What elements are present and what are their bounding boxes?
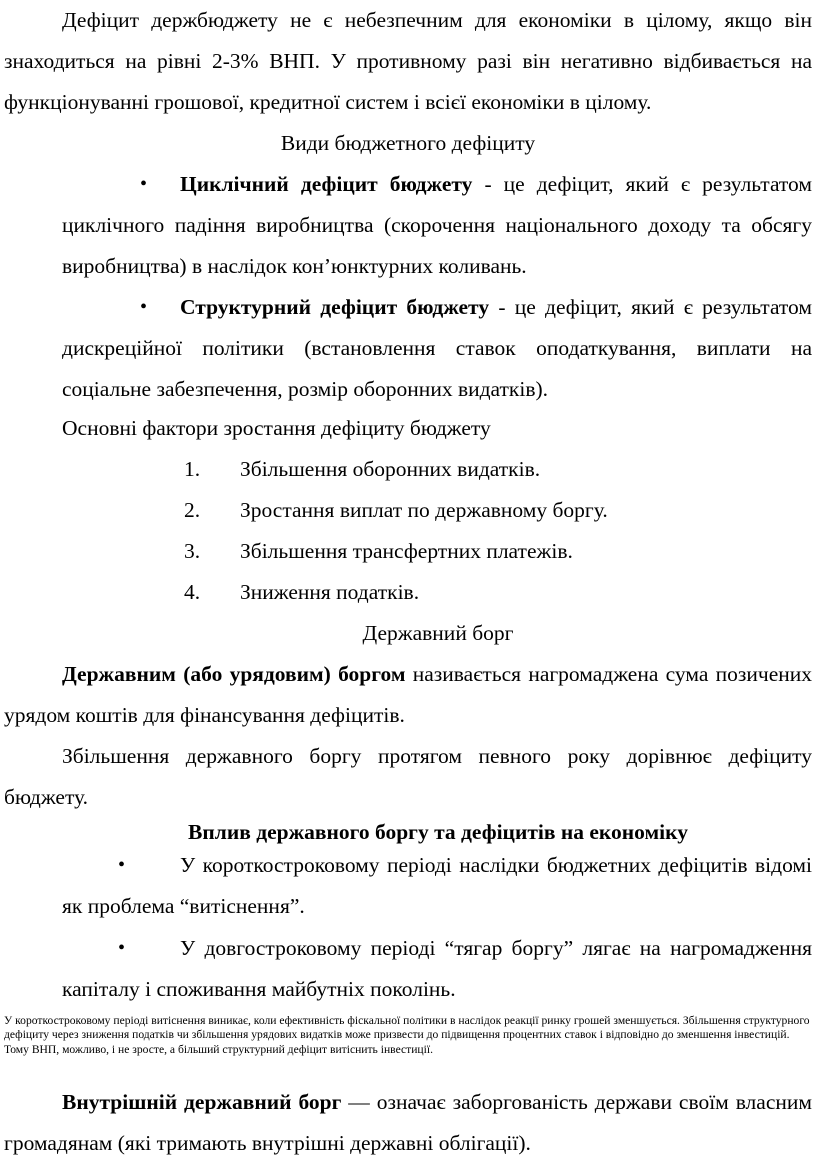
- public-debt-term: Державним (або урядовим) боргом: [62, 662, 406, 686]
- cyclical-deficit-text: - це дефіцит, який є результатом циклічного падіння виробництва (скорочення національного доходу та обсягу виробництва) в наслідок кон’юнктурних коливань.: [62, 172, 812, 278]
- internal-debt-paragraph: [4, 1082, 812, 1164]
- structural-deficit-item: [62, 287, 812, 410]
- structural-deficit-text: - це дефіцит, який є результатом дискреційної політики (встановлення ставок оподаткування, виплати на соціальне забезпечення, розмір оборонних видатків).: [62, 295, 812, 401]
- public-debt-definition: [4, 654, 812, 736]
- heading-debt-impact: Вплив державного боргу та дефіцитів на економіку: [188, 820, 688, 844]
- intro-text: Дефіцит держбюджету не є небезпечним для економіки в цілому, якщо він знаходиться на рівні 2-3% ВНП. У противному разі він негативно відбивається на функціонуванні грошової, кредитної систем і всієї економіки в цілому.: [4, 8, 812, 114]
- factor-item: Збільшення оборонних видатків.: [240, 457, 541, 481]
- structural-deficit-term: Структурний дефіцит бюджету: [180, 295, 490, 319]
- factor-item: Зниження податків.: [240, 580, 420, 604]
- heading-budget-deficit-types: Види бюджетного дефіциту: [280, 131, 536, 155]
- factor-number: 4.: [184, 580, 201, 604]
- internal-debt-text: — означає заборгованість держави своїм власним громадянам (які тримають внутрішні державні облігації).: [4, 1090, 812, 1155]
- internal-debt-term: Внутрішній державний борг: [62, 1090, 342, 1114]
- factor-number: 2.: [184, 498, 201, 522]
- bullet-icon: •: [118, 854, 126, 876]
- factor-item: Зростання виплат по державному боргу.: [240, 498, 608, 522]
- factor-number: 3.: [184, 539, 201, 563]
- debt-increase-paragraph: Збільшення державного боргу протягом певного року дорівнює дефіциту бюджету.: [4, 744, 812, 809]
- long-term-impact-item: У довгостроковому періоді “тягар боргу” лягає на нагромадження капіталу і споживання майбутніх поколінь.: [62, 936, 812, 1001]
- intro-paragraph: [4, 0, 812, 123]
- cyclical-deficit-term: Циклічний дефіцит бюджету: [180, 172, 473, 196]
- heading-deficit-growth-factors: Основні фактори зростання дефіциту бюджету: [62, 416, 491, 440]
- factor-item: Збільшення трансфертних платежів.: [240, 539, 573, 563]
- crowding-out-note: У короткостроковому періоді витіснення виникає, коли ефективність фіскальної політики в наслідок реакції ринку грошей зменшується. Збільшення структурного дефіциту через зниження податків чи збільшення урядових видатків може призвести до підвищення процентних ставок і відповідно до зменшення інвестицій. Тому ВНП, можливо, і не зросте, а більший структурний дефіцит витіснить інвестиції.: [4, 1014, 810, 1056]
- factor-number: 1.: [184, 457, 201, 481]
- short-term-impact-item: У короткостроковому періоді наслідки бюджетних дефіцитів відомі як проблема “витіснення”.: [62, 853, 812, 918]
- bullet-icon: •: [140, 296, 148, 318]
- cyclical-deficit-item: [62, 164, 812, 287]
- bullet-icon: •: [118, 937, 126, 959]
- public-debt-text: називається нагромаджена сума позичених урядом коштів для фінансування дефіцитів.: [4, 662, 813, 727]
- bullet-icon: •: [140, 173, 148, 195]
- heading-public-debt: Державний борг: [362, 621, 514, 645]
